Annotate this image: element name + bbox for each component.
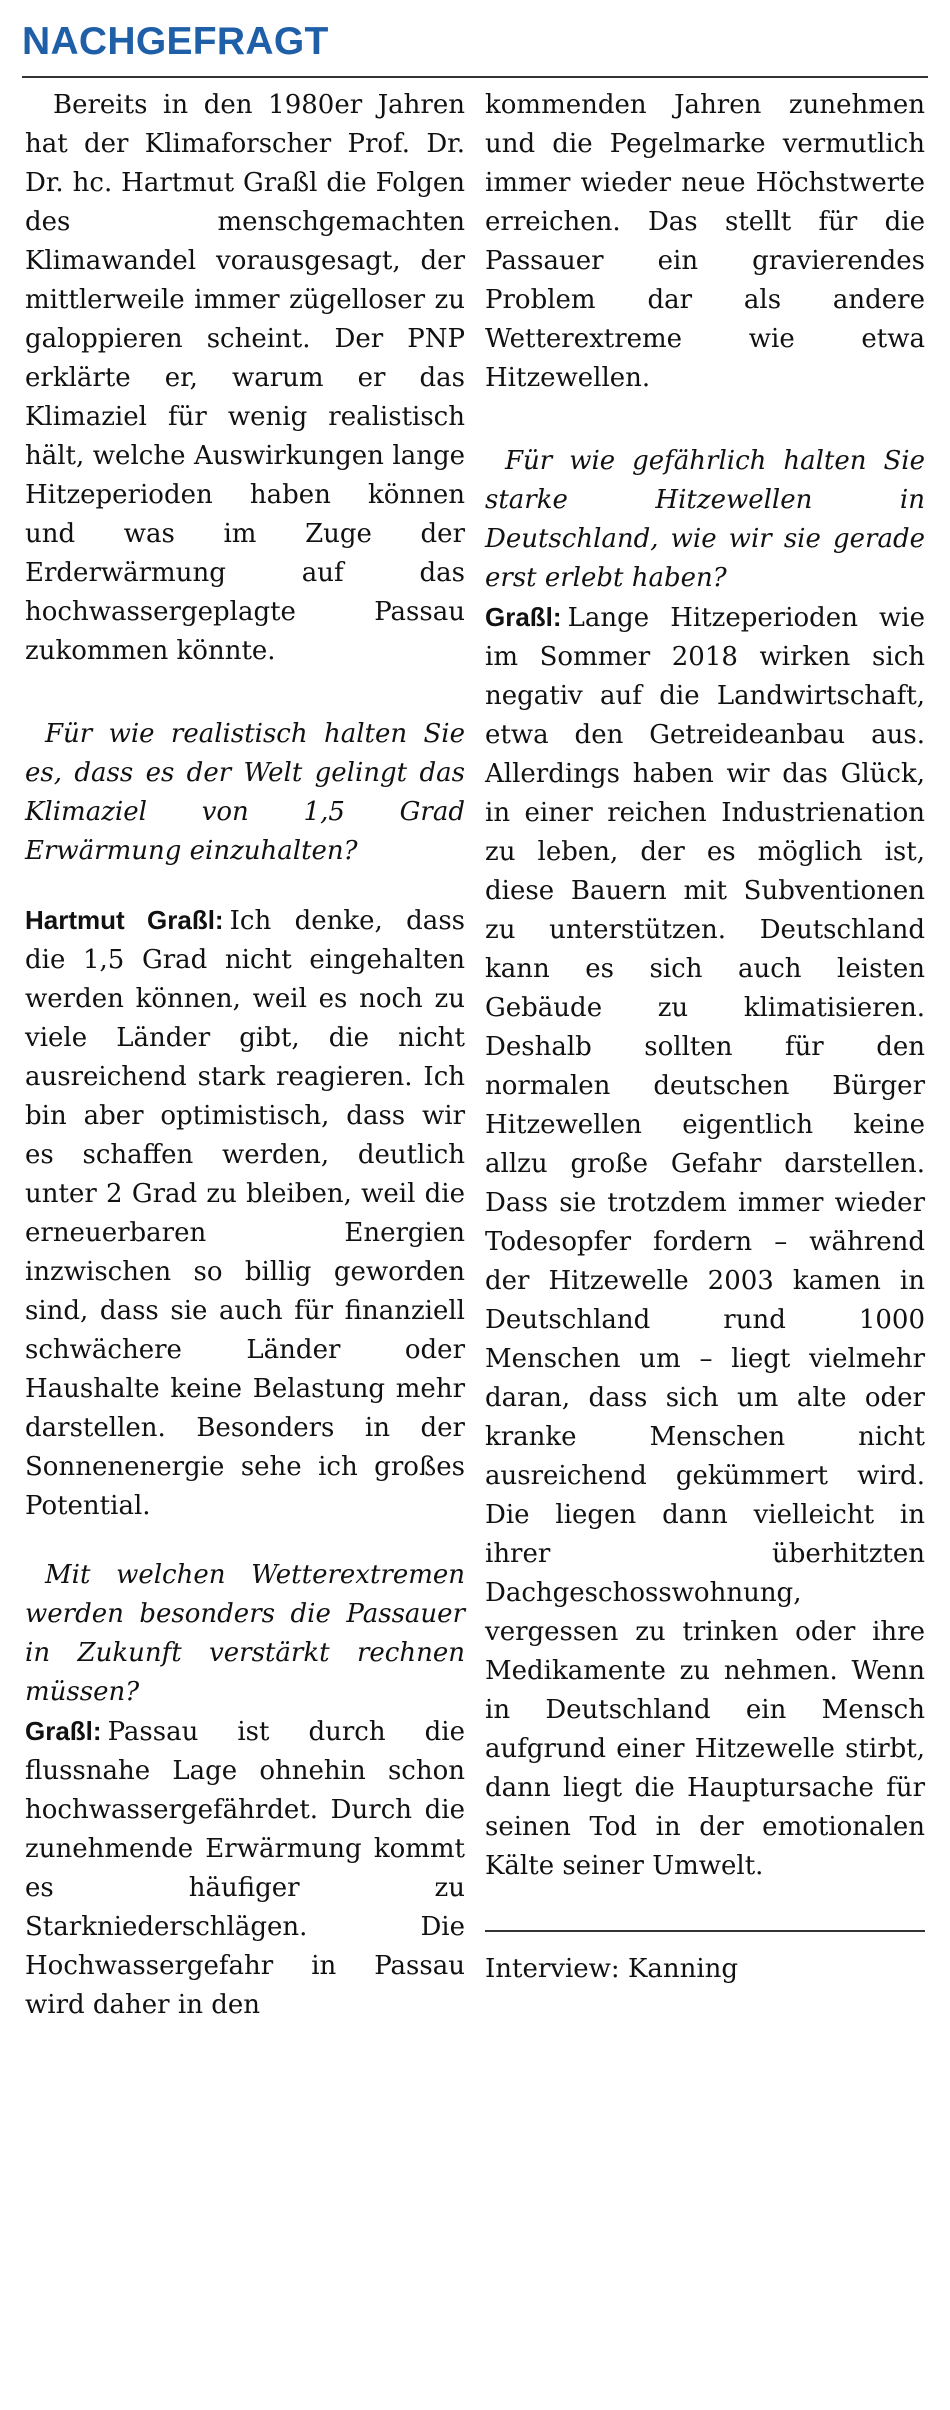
question-3: Für wie gefährlich halten Sie starke Hitzewellen in Deutschland, wie wir sie gerade erst erlebt haben? (485, 446, 925, 593)
intro-paragraph: Bereits in den 1980er Jahren hat der Klimaforscher Prof. Dr. Dr. hc. Hartmut Graßl die Folgen des menschgemachten Klimawandel vorausgesagt, der mittlerweile immer zügelloser zu galoppieren scheint. Der PNP erklärte er, warum er das Klimaziel für wenig realistisch hält, welche Auswirkungen lange Hitzeperioden haben können und was im Zuge der Erderwärmung auf das hochwassergeplagte Passau zukommen könnte. (25, 90, 465, 666)
header-rule (22, 76, 928, 78)
right-column (485, 86, 925, 1989)
spacer (25, 871, 465, 901)
left-column (25, 86, 465, 2025)
answer-2-part2: kommenden Jahren zunehmen und die Pegelmarke vermutlich immer wieder neue Höchstwerte erreichen. Das stellt für die Passauer ein gravierendes Problem dar als andere Wetterextreme wie etwa Hitzewellen. (485, 90, 925, 393)
answer-1-text: Ich denke, dass die 1,5 Grad nicht eingehalten werden können, weil es noch zu viele Länder gibt, die nicht ausreichend stark reagieren. Ich bin aber optimistisch, dass wir es schaffen werden, deutlich unter 2 Grad zu bleiben, weil die erneuerbaren Energien inzwischen so billig geworden sind, dass sie auch für finanziell schwächere Länder oder Haushalte keine Belastung mehr darstellen. Besonders in der Sonnenenergie sehe ich großes Potential. (25, 906, 465, 1521)
article-header (22, 8, 928, 78)
speaker-label: Graßl: (25, 1716, 102, 1746)
section-kicker: NACHGEFRAGT (22, 20, 329, 63)
interview-credit: Interview: Kanning (485, 1954, 739, 1984)
spacer (25, 671, 465, 715)
footer-rule (485, 1930, 925, 1932)
question-2: Mit welchen Wetterextremen werden besonders die Passauer in Zukunft verstärkt rechnen müssen? (25, 1560, 465, 1707)
speaker-label: Hartmut Graßl: (25, 905, 224, 935)
question-1: Für wie realistisch halten Sie es, dass es der Welt gelingt das Klimaziel von 1,5 Grad Erwärmung einzuhalten? (25, 719, 465, 866)
answer-1 (25, 901, 465, 1526)
speaker-label: Graßl: (485, 602, 562, 632)
answer-3 (485, 598, 925, 1886)
answer-2-part1 (25, 1712, 465, 2025)
spacer (25, 1526, 465, 1556)
answer-3-text: Lange Hitzeperioden wie im Sommer 2018 wirken sich negativ auf die Landwirtschaft, etwa den Getreideanbau aus. Allerdings haben wir das Glück, in einer reichen Industrienation zu leben, der es möglich ist, diese Bauern mit Subventionen zu unterstützen. Deutschland kann es sich auch leisten Gebäude zu klimatisieren. Deshalb sollten für den normalen deutschen Bürger Hitzewellen eigentlich keine allzu große Gefahr darstellen. Dass sie trotzdem immer wieder Todesopfer fordern – während der Hitzewelle 2003 kamen in Deutschland rund 1000 Menschen um – liegt vielmehr daran, dass sich um alte oder kranke Menschen nicht ausreichend gekümmert wird. Die liegen dann vielleicht in ihrer überhitzten Dachgeschosswohnung, vergessen zu trinken oder ihre Medikamente zu nehmen. Wenn in Deutschland ein Mensch aufgrund einer Hitzewelle stirbt, dann liegt die Hauptursache für seinen Tod in der emotionalen Kälte seiner Umwelt. (485, 603, 925, 1881)
spacer (485, 398, 925, 442)
answer-2-text-part1: Passau ist durch die flussnahe Lage ohnehin schon hochwassergefährdet. Durch die zunehmende Erwärmung kommt es häufiger zu Starkniederschlägen. Die Hochwassergefahr in Passau wird daher in den (25, 1717, 465, 2020)
